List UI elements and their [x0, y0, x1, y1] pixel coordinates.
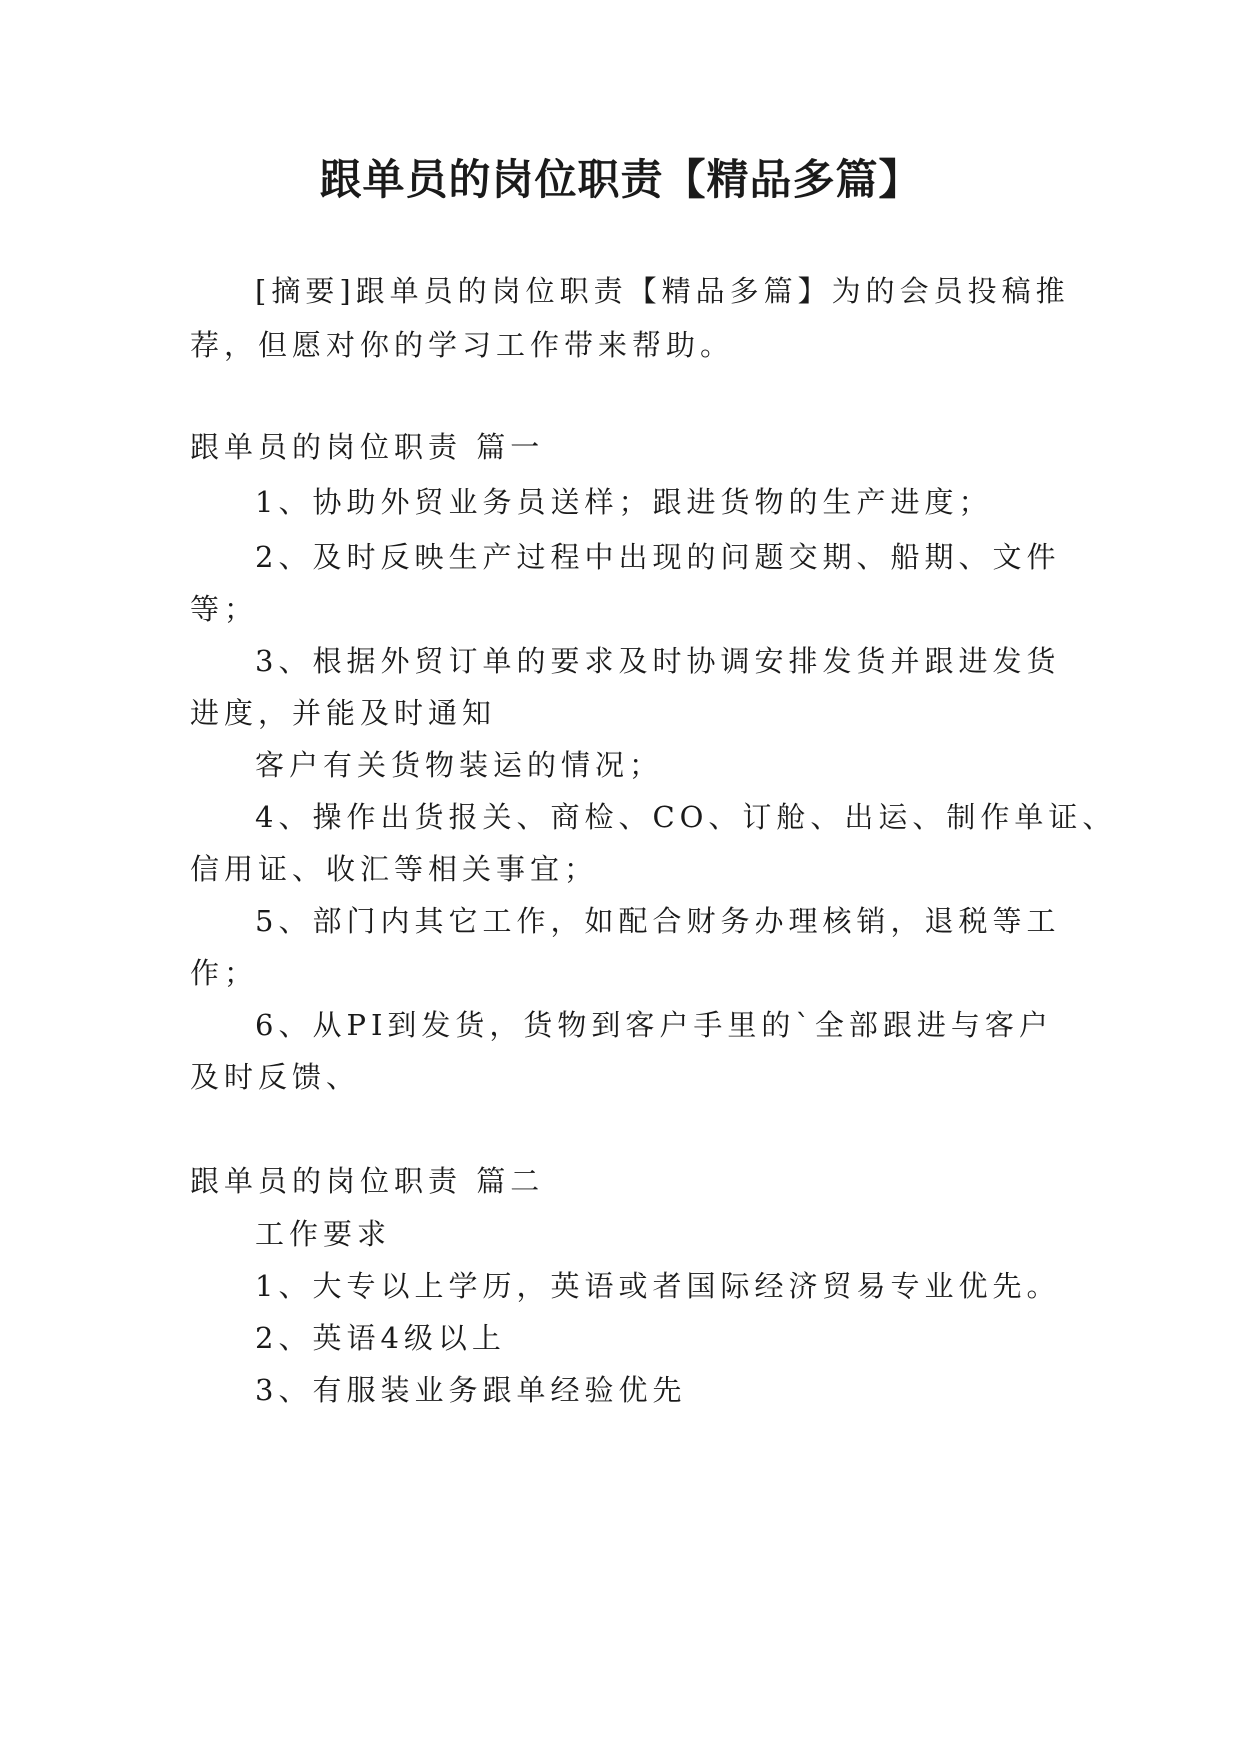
section-heading-2: 跟单员的岗位职责 篇二 [190, 1164, 545, 1198]
abstract-line-2: 荐，但愿对你的学习工作带来帮助。 [190, 328, 735, 362]
section1-line: 6、从PI到发货，货物到客户手里的`全部跟进与客户 [255, 1008, 1053, 1042]
section1-line: 作； [190, 956, 259, 990]
section2-line: 工作要求 [255, 1217, 392, 1251]
section1-line: 信用证、收汇等相关事宜； [190, 852, 599, 886]
section1-line: 等； [190, 592, 259, 626]
section2-line: 3、有服装业务跟单经验优先 [255, 1373, 687, 1407]
section1-line: 3、根据外贸订单的要求及时协调安排发货并跟进发货 [255, 644, 1061, 678]
section1-line: 5、部门内其它工作，如配合财务办理核销，退税等工 [255, 904, 1061, 938]
section1-line: 客户有关货物装运的情况； [255, 748, 664, 782]
section1-line: 2、及时反映生产过程中出现的问题交期、船期、文件 [255, 540, 1061, 574]
abstract-line-1: [摘要]跟单员的岗位职责【精品多篇】为的会员投稿推 [255, 274, 1070, 308]
section1-line: 及时反馈、 [190, 1060, 361, 1094]
section-heading-1: 跟单员的岗位职责 篇一 [190, 430, 545, 464]
section2-line: 1、大专以上学历，英语或者国际经济贸易专业优先。 [255, 1269, 1061, 1303]
section1-line: 4、操作出货报关、商检、CO、订舱、出运、制作单证、 [255, 800, 1117, 834]
section2-line: 2、英语4级以上 [255, 1321, 506, 1355]
section1-line: 进度，并能及时通知 [190, 696, 497, 730]
document-title: 跟单员的岗位职责【精品多篇】 [319, 155, 922, 204]
section1-line: 1、协助外贸业务员送样；跟进货物的生产进度； [255, 485, 993, 519]
